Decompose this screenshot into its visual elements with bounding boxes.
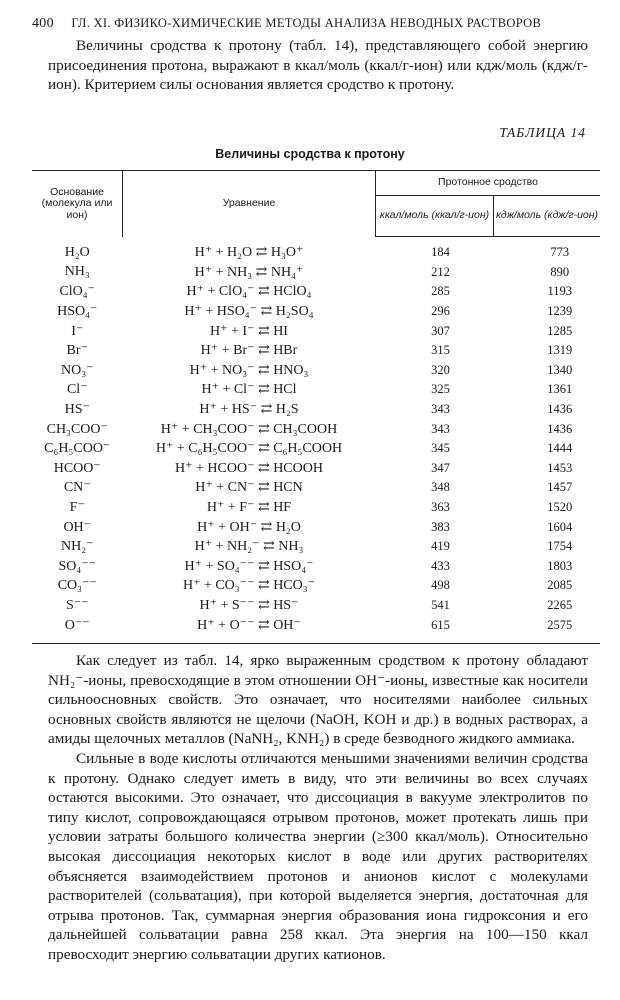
- kcal-cell: 184: [431, 245, 450, 260]
- kcal-cell: 320: [431, 362, 450, 377]
- kcal-cell: 345: [431, 441, 450, 456]
- table-row: [32, 321, 600, 341]
- equation-cell: H⁺ + HSO₄⁻ ⇄ H₂SO₄: [184, 304, 314, 320]
- table-row: [32, 498, 600, 518]
- equation-cell: H⁺ + NO₃⁻ ⇄ HNO₃: [189, 362, 309, 378]
- table-body: [32, 237, 600, 644]
- kj-cell: 2085: [547, 578, 573, 593]
- kcal-cell: 615: [376, 615, 494, 643]
- table-row: [32, 341, 600, 361]
- kj-cell: 1361: [547, 382, 573, 397]
- kcal-cell: 315: [431, 343, 450, 358]
- equation-cell: H⁺ + CH₃COO⁻ ⇄ CH₃COOH: [160, 421, 338, 437]
- kcal-cell: 347: [431, 460, 450, 475]
- table-row: [32, 596, 600, 616]
- kj-cell: 773: [550, 245, 570, 260]
- base-cell: OH⁻: [63, 519, 92, 535]
- kj-cell: 1453: [547, 460, 573, 475]
- base-cell: S⁻⁻: [65, 597, 89, 613]
- base-cell: Br⁻: [66, 343, 88, 359]
- table-row: [32, 282, 600, 302]
- header-base: Основание (молекула или ион): [32, 171, 123, 237]
- base-cell: HS⁻: [64, 402, 90, 418]
- equation-cell: H⁺ + HS⁻ ⇄ H₂S: [199, 402, 299, 418]
- base-cell: CH₃COO⁻: [46, 421, 108, 437]
- kcal-cell: 343: [431, 421, 450, 436]
- table-row: [32, 400, 600, 420]
- base-cell: HCOO⁻: [53, 460, 101, 476]
- base-cell: CN⁻: [63, 480, 91, 496]
- table-row: [32, 237, 600, 263]
- base-cell: I⁻: [71, 323, 84, 339]
- equation-cell: H⁺ + OH⁻ ⇄ H₂O: [197, 519, 301, 535]
- table-row: [32, 557, 600, 577]
- table-row: [32, 263, 600, 283]
- equation-cell: H⁺ + HCOO⁻ ⇄ HCOOH: [175, 460, 323, 476]
- kj-cell: 1285: [547, 323, 573, 338]
- base-cell: H₂O: [64, 244, 90, 260]
- kcal-cell: 541: [431, 597, 450, 612]
- kj-cell: 1754: [547, 539, 573, 554]
- table-row: [32, 302, 600, 322]
- table-label: ТАБЛИЦА 14: [499, 125, 586, 140]
- kj-cell: 1457: [547, 480, 573, 495]
- equation-cell: H⁺ + O⁻⁻ ⇄ OH⁻: [123, 615, 376, 643]
- base-cell: Cl⁻: [66, 382, 88, 398]
- kcal-cell: 348: [431, 480, 450, 495]
- base-cell: ClO₄⁻: [59, 284, 96, 300]
- header-kj: кдж/моль (кдж/г-ион): [494, 196, 601, 237]
- body-text: [48, 651, 588, 965]
- table-row: [32, 537, 600, 557]
- table-row: [32, 439, 600, 459]
- kj-cell: 1436: [547, 402, 573, 417]
- page-number: 400: [32, 16, 54, 31]
- table-row: [32, 419, 600, 439]
- equation-cell: H⁺ + H₂O ⇄ H₃O⁺: [194, 245, 304, 261]
- table-row: [32, 517, 600, 537]
- kcal-cell: 212: [431, 264, 450, 279]
- kcal-cell: 498: [431, 578, 450, 593]
- body-paragraph: Сильные в воде кислоты отличаются меньшими значениями величин сродства к протону. Однако следует иметь в виду, что эти величины во всех случаях остаются высокими. Это означает, что диссоциация в вакууме электролитов по типу кислот, сопровождающаяся отрывом протонов, может протекать лишь при условии затраты большого количества энергии (≥300 ккал/моль). Относительно высокая диссоциация некоторых кислот в воде или других растворителях объясняется взаимодействием протонов и анионов кислот с молекулами растворителей (сольватация), при которой выделяется энергия, достаточная для отрыва протонов. Так, суммарная энергия образования иона гидроксония и его дальнейшей сольватации равна 258 ккал. Эта энергия на 100—150 ккал превосходит энергию сольватации других катионов.: [48, 749, 588, 963]
- equation-cell: H⁺ + I⁻ ⇄ HI: [210, 323, 288, 339]
- running-header: [32, 16, 592, 32]
- kcal-cell: 383: [431, 519, 450, 534]
- kj-cell: 1604: [547, 519, 573, 534]
- table-title: Величины сродства к протону: [215, 147, 405, 161]
- kj-cell: 1319: [547, 343, 573, 358]
- kj-cell: 1193: [547, 284, 573, 299]
- kj-cell: 890: [550, 264, 570, 279]
- equation-cell: H⁺ + CO₃⁻⁻ ⇄ HCO₃⁻: [182, 578, 316, 594]
- table-row: [32, 478, 600, 498]
- running-title: ГЛ. XI. ФИЗИКО-ХИМИЧЕСКИЕ МЕТОДЫ АНАЛИЗА НЕВОДНЫХ РАСТВОРОВ: [71, 16, 542, 30]
- table-row: [32, 459, 600, 479]
- intro-paragraph: Величины сродства к протону (табл. 14), представляющего собой энергию присоединения протона, выражают в ккал/моль (ккал/г-ион) или кдж/моль (кдж/г-ион). Критерием силы основания является сродство к протону.: [48, 37, 588, 94]
- kcal-cell: 419: [431, 539, 450, 554]
- header-affinity: Протонное сродство: [376, 171, 601, 196]
- intro-paragraph-block: [48, 36, 588, 95]
- base-cell: NH₃: [64, 264, 90, 280]
- kj-cell: 2575: [494, 615, 601, 643]
- body-paragraph: Как следует из табл. 14, ярко выраженным сродством к протону обладают NH₂⁻-ионы, превосходящие в этом отношении OH⁻-ионы, известные как носители сильноосновных свойств. Это означает, что носителями наиболее сильных основных свойств являются не щелочи (NaOH, KOH и др.) в водных растворах, а амиды щелочных металлов (NaNH₂, KNH₂) в среде безводного жидкого аммиака.: [48, 652, 588, 748]
- header-equation: Уравнение: [123, 171, 376, 237]
- equation-cell: H⁺ + NH₃ ⇄ NH₄⁺: [194, 264, 304, 280]
- equation-cell: H⁺ + Br⁻ ⇄ HBr: [200, 343, 298, 359]
- kj-cell: 1239: [547, 304, 573, 319]
- table-row: [32, 576, 600, 596]
- kcal-cell: 343: [431, 402, 450, 417]
- equation-cell: H⁺ + ClO₄⁻ ⇄ HClO₄: [186, 284, 312, 300]
- base-cell: SO₄⁻⁻: [58, 558, 97, 574]
- kcal-cell: 363: [431, 500, 450, 515]
- kcal-cell: 307: [431, 323, 450, 338]
- equation-cell: H⁺ + SO₄⁻⁻ ⇄ HSO₄⁻: [184, 558, 314, 574]
- base-cell: O⁻⁻: [32, 615, 123, 643]
- kj-cell: 1520: [547, 500, 573, 515]
- kj-cell: 1436: [547, 421, 573, 436]
- table-row: [32, 380, 600, 400]
- equation-cell: H⁺ + NH₂⁻ ⇄ NH₃: [194, 539, 304, 555]
- kj-cell: 1444: [547, 441, 573, 456]
- kj-cell: 1803: [547, 558, 573, 573]
- header-kcal: ккал/моль (ккал/г-ион): [376, 196, 494, 237]
- base-cell: NH₂⁻: [61, 539, 94, 555]
- base-cell: C₆H₅COO⁻: [44, 441, 111, 457]
- equation-cell: H⁺ + F⁻ ⇄ HF: [206, 500, 292, 516]
- equation-cell: H⁺ + C₆H₅COO⁻ ⇄ C₆H₅COOH: [155, 441, 343, 457]
- table-row: [32, 615, 600, 643]
- kj-cell: 1340: [547, 362, 573, 377]
- base-cell: NO₃⁻: [61, 362, 94, 378]
- equation-cell: H⁺ + Cl⁻ ⇄ HCl: [201, 382, 297, 398]
- table-row: [32, 361, 600, 381]
- base-cell: F⁻: [69, 500, 85, 516]
- proton-affinity-table: [32, 170, 600, 644]
- kcal-cell: 285: [431, 284, 450, 299]
- equation-cell: H⁺ + S⁻⁻ ⇄ HS⁻: [199, 597, 299, 613]
- kj-cell: 2265: [547, 597, 573, 612]
- kcal-cell: 325: [431, 382, 450, 397]
- kcal-cell: 433: [431, 558, 450, 573]
- base-cell: CO₃⁻⁻: [57, 578, 97, 594]
- base-cell: HSO₄⁻: [57, 304, 98, 320]
- kcal-cell: 296: [431, 304, 450, 319]
- equation-cell: H⁺ + CN⁻ ⇄ HCN: [195, 480, 303, 496]
